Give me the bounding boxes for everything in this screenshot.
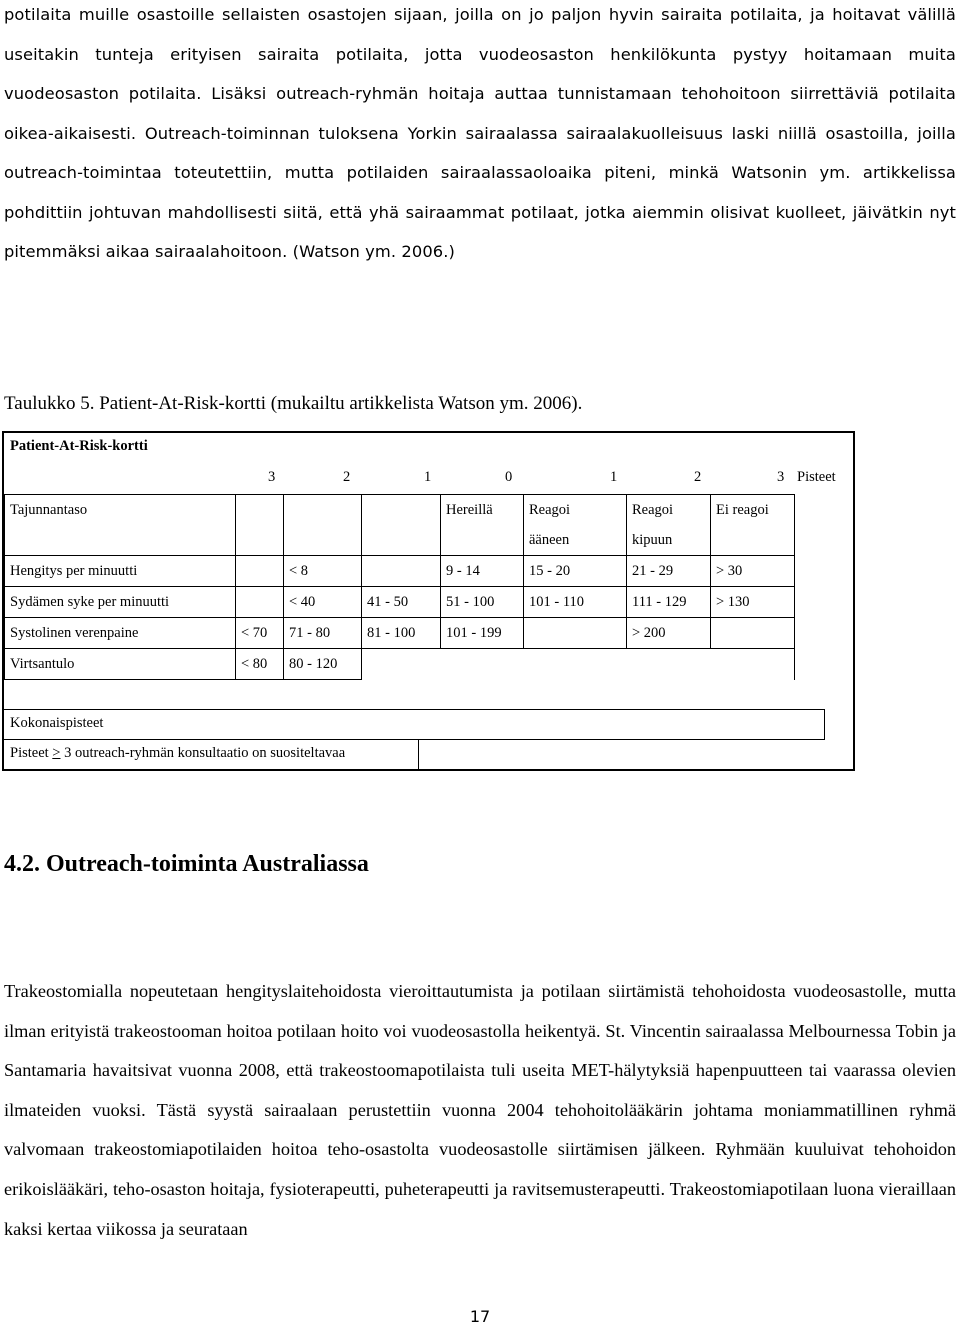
table-cell: Hereillä: [441, 495, 524, 556]
recommendation-prefix: Pisteet: [10, 745, 53, 761]
score-header-cell: 0: [505, 469, 513, 485]
row-label: Virtsantulo: [5, 649, 236, 680]
table-cell: [236, 495, 284, 556]
table-caption: Taulukko 5. Patient-At-Risk-kortti (mukailtu artikkelista Watson ym. 2006).: [4, 393, 583, 414]
recommendation-row: [4, 740, 419, 771]
row-label: Sydämen syke per minuutti: [5, 587, 236, 618]
table-cell: [362, 495, 441, 556]
recommendation-rest: 3 outreach-ryhmän konsultaatio on suositeltavaa: [60, 745, 346, 761]
table-row: [5, 556, 795, 587]
row-label: Hengitys per minuutti: [5, 556, 236, 587]
table-cell: 51 - 100: [441, 587, 524, 618]
score-header-cell: 2: [343, 469, 351, 485]
table-cell: [284, 495, 362, 556]
section-heading: 4.2. Outreach-toiminta Australiassa: [4, 851, 369, 877]
table-cell: [236, 587, 284, 618]
table-cell: [524, 618, 627, 649]
recommendation-text: [10, 745, 345, 762]
table-cell: [362, 556, 441, 587]
table-cell: Ei reagoi: [711, 495, 795, 556]
table-cell: Reagoi ääneen: [524, 495, 627, 556]
table-cell: [711, 649, 795, 680]
table-cell: < 40: [284, 587, 362, 618]
table-cell: 101 - 199: [441, 618, 524, 649]
table-cell: 81 - 100: [362, 618, 441, 649]
table-row: [5, 618, 795, 649]
table-cell: 9 - 14: [441, 556, 524, 587]
table-cell: < 80: [236, 649, 284, 680]
table-cell: < 70: [236, 618, 284, 649]
table-row: [5, 587, 795, 618]
row-label: Tajunnantaso: [5, 495, 236, 556]
table-row: [5, 495, 795, 556]
table-cell: 101 - 110: [524, 587, 627, 618]
total-score-label: Kokonaispisteet: [10, 715, 104, 731]
total-score-row: [4, 709, 825, 740]
table-cell: 80 - 120: [284, 649, 362, 680]
table-cell: 111 - 129: [627, 587, 711, 618]
score-header-cell: 3: [268, 469, 276, 485]
table-cell: [362, 649, 441, 680]
table-cell: [524, 649, 627, 680]
table-cell: [627, 649, 711, 680]
table-cell: [236, 556, 284, 587]
score-header-cell: 1: [610, 469, 618, 485]
body-paragraph-top: potilaita muille osastoille sellaisten osastojen sijaan, joilla on jo paljon hyvin sairaita potilaita, ja hoitavat välillä useitakin tunteja erityisen sairaita potilaita, jotta vuodeosaston henkilökunta pystyy hoitamaan muita vuodeosaston potilaita. Lisäksi outreach-ryhmän hoitaja auttaa tunnistamaan tehohoitoon siirrettäviä potilaita oikea-aikaisesti. Outreach-toiminnan tuloksena Yorkin sairaalassa sairaalakuolleisuus laski niillä osastoilla, joilla outreach-toimintaa toteutettiin, mutta potilaiden sairaalassaoloaika piteni, minkä Watsonin ym. artikkelissa pohdittiin johtuvan mahdollisesti siitä, että yhä sairaammat potilaat, jotka aiemmin olisivat kuolleet, jäivätkin nyt pitemmäksi aikaa sairaalahoitoon. (Watson ym. 2006.): [4, 5, 956, 261]
page-number: 17: [469, 1307, 491, 1326]
table-cell: [711, 618, 795, 649]
table-cell: 71 - 80: [284, 618, 362, 649]
table-cell: 15 - 20: [524, 556, 627, 587]
score-header-cell: 2: [694, 469, 702, 485]
table-cell: > 30: [711, 556, 795, 587]
body-paragraph-bottom: Trakeostomialla nopeutetaan hengityslaitehoidosta vieroittautumista ja potilaan siirtämistä tehohoidosta vuodeosastolle, mutta ilman erityistä trakeostooman hoitoa potilaan hoito voi vuodeosastolla heikentyä. St. Vincentin sairaalassa Melbournessa Tobin ja Santamaria havaitsivat vuonna 2008, että trakeostoomapotilaista tuli useita MET-hälytyksiä hapenpuutteen tai vaarassa olevien ilmateiden vuoksi. Tästä syystä sairaalaan perustettiin vuonna 2004 tehohoitolääkärin johtama moniammatillinen ryhmä valvomaan trakeostomiapotilaiden hoitoa teho-osastolta vuodeosastolle siirtämisen jälkeen. Ryhmään kuuluivat tehohoidon erikoislääkäri, teho-osaston hoitaja, fysioterapeutti, puheterapeutti ja ravitsemusterapeutti. Trakeostomiapotilaan luona vieraillaan kaksi kertaa viikossa ja seurataan: [4, 981, 956, 1239]
table-row: [5, 649, 795, 680]
score-grid: [4, 494, 795, 680]
table-cell: 21 - 29: [627, 556, 711, 587]
score-header-cell: 1: [424, 469, 432, 485]
score-label: Pisteet: [797, 469, 836, 485]
table-cell: 41 - 50: [362, 587, 441, 618]
patient-at-risk-table: [2, 431, 855, 771]
table-title: Patient-At-Risk-kortti: [10, 438, 148, 454]
table-cell: [441, 649, 524, 680]
table-cell: > 130: [711, 587, 795, 618]
table-cell: < 8: [284, 556, 362, 587]
row-label: Systolinen verenpaine: [5, 618, 236, 649]
table-cell: Reagoi kipuun: [627, 495, 711, 556]
score-header-cell: 3: [777, 469, 785, 485]
table-cell: > 200: [627, 618, 711, 649]
greater-or-equal-symbol: >: [52, 745, 61, 761]
